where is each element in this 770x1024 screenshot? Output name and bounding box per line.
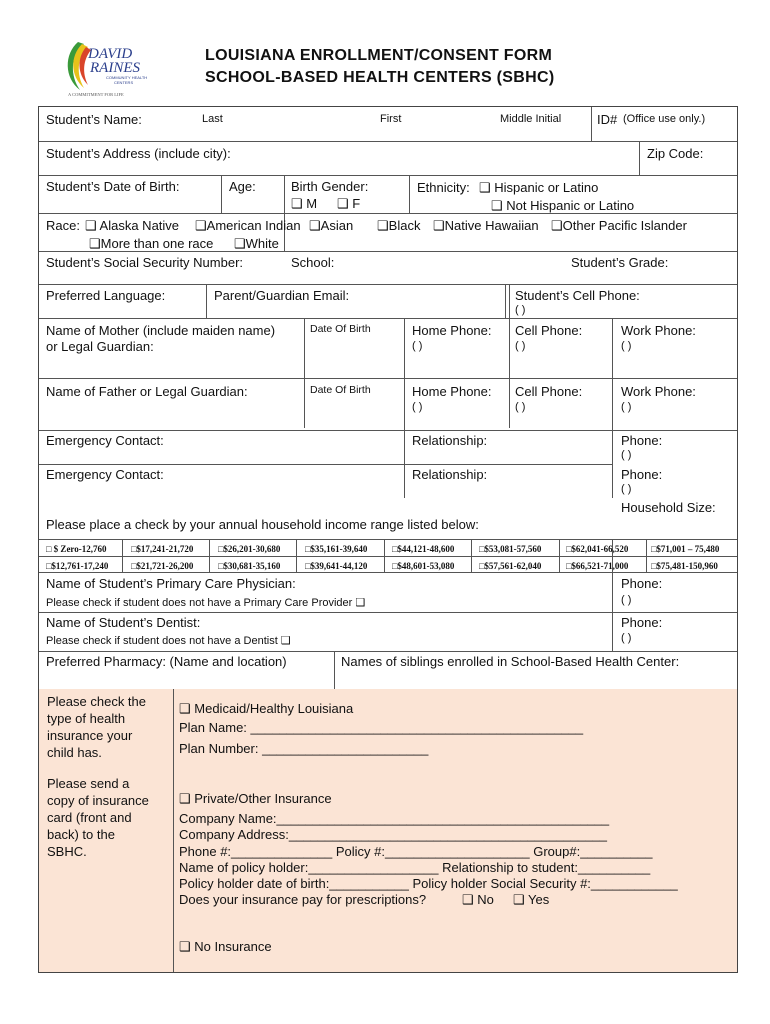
emergency-contact-1-label[interactable]: Emergency Contact: (46, 433, 164, 448)
mother-work-paren: ( ) (621, 340, 632, 352)
school-label[interactable]: School: (291, 255, 335, 270)
dob-label[interactable]: Student’s Date of Birth: (46, 179, 180, 194)
id-note: (Office use only.) (623, 113, 706, 125)
plan-number-field[interactable]: Plan Number: _______________________ (179, 741, 429, 756)
income-option[interactable]: □$48,601-53,080 (392, 561, 455, 571)
middle-initial-label[interactable]: Middle Initial (500, 113, 562, 125)
father-home-phone-label[interactable]: Home Phone: (412, 384, 492, 399)
income-option[interactable]: □$75,481-150,960 (651, 561, 718, 571)
father-label[interactable]: Name of Father or Legal Guardian: (46, 384, 248, 399)
race-american-indian-checkbox[interactable]: ❑American Indian (195, 218, 301, 233)
mother-home-phone-label[interactable]: Home Phone: (412, 323, 492, 338)
not-hispanic-checkbox[interactable]: ❑ Not Hispanic or Latino (491, 198, 635, 213)
guardian-email-label[interactable]: Parent/Guardian Email: (214, 288, 350, 303)
hispanic-checkbox[interactable]: ❑ Hispanic or Latino (479, 180, 599, 195)
company-name-field[interactable]: Company Name:______________________________________________ (179, 811, 610, 826)
mother-label-line1[interactable]: Name of Mother (include maiden name) (46, 323, 276, 338)
emergency-phone-1-label[interactable]: Phone: (621, 433, 663, 448)
income-option[interactable]: □$62,041-66,520 (566, 544, 629, 554)
david-raines-logo (60, 32, 160, 98)
mother-cell-phone-label[interactable]: Cell Phone: (515, 323, 583, 338)
father-dob-label[interactable]: Date Of Birth (310, 384, 371, 396)
income-option[interactable]: □$12,761-17,240 (46, 561, 109, 571)
mother-dob-label[interactable]: Date Of Birth (310, 323, 371, 335)
income-option[interactable]: □$57,561-62,040 (479, 561, 542, 571)
ethnicity-label: Ethnicity: (417, 180, 470, 195)
address-label[interactable]: Student’s Address (include city): (46, 146, 231, 161)
insurance-send-note-1: Please send a (47, 776, 130, 791)
svg-text:CENTERS: CENTERS (114, 80, 134, 85)
svg-text:DAVID: DAVID (88, 46, 133, 62)
language-label[interactable]: Preferred Language: (46, 288, 166, 303)
father-cell-phone-label[interactable]: Cell Phone: (515, 384, 583, 399)
company-address-field[interactable]: Company Address:____________________________________________ (179, 827, 607, 842)
mother-label-line2: or Legal Guardian: (46, 339, 154, 354)
age-label[interactable]: Age: (229, 179, 256, 194)
emergency-relationship-2-label[interactable]: Relationship: (412, 467, 488, 482)
private-insurance-checkbox[interactable]: ❑ Private/Other Insurance (179, 791, 332, 806)
no-insurance-checkbox[interactable]: ❑ No Insurance (179, 939, 272, 954)
last-name-label[interactable]: Last (202, 113, 223, 125)
gender-f-checkbox[interactable]: ❑ F (337, 196, 361, 211)
father-cell-paren: ( ) (515, 401, 526, 413)
ssn-label[interactable]: Student’s Social Security Number: (46, 255, 244, 270)
income-option[interactable]: □$26,201-30,680 (218, 544, 281, 554)
first-name-label[interactable]: First (380, 113, 402, 125)
race-black-checkbox[interactable]: ❑Black (377, 218, 421, 233)
svg-text:A COMMITMENT FOR LIFE: A COMMITMENT FOR LIFE (68, 92, 124, 97)
student-name-label: Student’s Name: (46, 112, 142, 127)
income-option[interactable]: □$35,161-39,640 (305, 544, 368, 554)
race-white-checkbox[interactable]: ❑White (234, 236, 279, 251)
policy-holder-line[interactable]: Name of policy holder:__________________ Relationship to student:__________ (179, 860, 651, 875)
income-option[interactable]: □$30,681-35,160 (218, 561, 281, 571)
insurance-check-note-1: Please check the (47, 694, 147, 709)
dentist-phone-paren: ( ) (621, 632, 632, 644)
policy-holder-dob-line[interactable]: Policy holder date of birth:___________ Policy holder Social Security #:____________ (179, 876, 678, 891)
insurance-send-note-3: card (front and (47, 810, 132, 825)
race-more-checkbox[interactable]: ❑More than one race (89, 236, 214, 251)
plan-name-field[interactable]: Plan Name: ______________________________________________ (179, 720, 584, 735)
student-cell-paren: ( ) (515, 304, 526, 316)
siblings-label[interactable]: Names of siblings enrolled in School-Based Health Center: (341, 654, 680, 669)
enrollment-form (38, 106, 738, 973)
birth-gender-label: Birth Gender: (291, 179, 369, 194)
emergency-contact-2-label[interactable]: Emergency Contact: (46, 467, 164, 482)
insurance-check-note-2: type of health (47, 711, 126, 726)
insurance-check-note-4: child has. (47, 745, 102, 760)
pcp-none-checkbox[interactable]: Please check if student does not have a Primary Care Provider ❑ (46, 597, 366, 609)
title-line-1: LOUISIANA ENROLLMENT/CONSENT FORM (205, 47, 553, 64)
dentist-none-checkbox[interactable]: Please check if student does not have a Dentist ❑ (46, 635, 291, 647)
dentist-label[interactable]: Name of Student’s Dentist: (46, 615, 201, 630)
income-option[interactable]: □$17,241-21,720 (131, 544, 194, 554)
medicaid-checkbox[interactable]: ❑ Medicaid/Healthy Louisiana (179, 701, 354, 716)
pcp-phone-label[interactable]: Phone: (621, 576, 663, 591)
income-option[interactable]: □$21,721-26,200 (131, 561, 194, 571)
emergency-phone-2-label[interactable]: Phone: (621, 467, 663, 482)
income-instruction: Please place a check by your annual household income range listed below: (46, 517, 479, 532)
pcp-label[interactable]: Name of Student’s Primary Care Physician: (46, 576, 296, 591)
father-work-paren: ( ) (621, 401, 632, 413)
insurance-check-note-3: insurance your (47, 728, 133, 743)
father-home-paren: ( ) (412, 401, 423, 413)
household-size-label[interactable]: Household Size: (621, 500, 716, 515)
svg-text:RAINES: RAINES (90, 60, 140, 76)
income-option[interactable]: □$39,641-44,120 (305, 561, 368, 571)
race-pacific-checkbox[interactable]: ❑Other Pacific Islander (551, 218, 687, 233)
income-option[interactable]: □ $ Zero-12,760 (46, 544, 107, 554)
race-hawaiian-checkbox[interactable]: ❑Native Hawaiian (433, 218, 539, 233)
emergency-relationship-1-label[interactable]: Relationship: (412, 433, 488, 448)
income-option[interactable]: □$66,521-71,000 (566, 561, 629, 571)
insurance-send-note-4: back) to the (47, 827, 115, 842)
id-label: ID# (597, 112, 618, 127)
prescriptions-yes-checkbox[interactable]: ❑ Yes (513, 892, 550, 907)
father-work-phone-label[interactable]: Work Phone: (621, 384, 696, 399)
mother-work-phone-label[interactable]: Work Phone: (621, 323, 696, 338)
mother-home-paren: ( ) (412, 340, 423, 352)
phone-policy-group-line[interactable]: Phone #:______________ Policy #:____________________ Group#:__________ (179, 844, 653, 859)
insurance-send-note-2: copy of insurance (47, 793, 149, 808)
prescriptions-question: Does your insurance pay for prescriptions? (179, 892, 427, 907)
income-option[interactable]: □$53,081-57,560 (479, 544, 542, 554)
zip-label[interactable]: Zip Code: (647, 146, 704, 161)
pharmacy-label[interactable]: Preferred Pharmacy: (Name and location) (46, 654, 287, 669)
income-option[interactable]: □$71,001 – 75,480 (651, 544, 720, 554)
form-title (205, 45, 554, 89)
race-alaska-checkbox[interactable]: ❑ Alaska Native (85, 218, 180, 233)
pcp-phone-paren: ( ) (621, 594, 632, 606)
emergency-phone-1-paren: ( ) (621, 449, 632, 461)
emergency-phone-2-paren: ( ) (621, 483, 632, 495)
title-line-2: SCHOOL-BASED HEALTH CENTERS (SBHC) (205, 69, 555, 86)
gender-m-checkbox[interactable]: ❑ M (291, 196, 318, 211)
prescriptions-no-checkbox[interactable]: ❑ No (462, 892, 494, 907)
mother-cell-paren: ( ) (515, 340, 526, 352)
svg-text:COMMUNITY HEALTH: COMMUNITY HEALTH (106, 75, 148, 80)
race-label: Race: (46, 218, 80, 233)
income-option[interactable]: □$44,121-48,600 (392, 544, 455, 554)
dentist-phone-label[interactable]: Phone: (621, 615, 663, 630)
insurance-send-note-5: SBHC. (47, 844, 87, 859)
race-asian-checkbox[interactable]: ❑Asian (309, 218, 354, 233)
student-cell-label[interactable]: Student’s Cell Phone: (515, 288, 640, 303)
grade-label[interactable]: Student’s Grade: (571, 255, 669, 270)
